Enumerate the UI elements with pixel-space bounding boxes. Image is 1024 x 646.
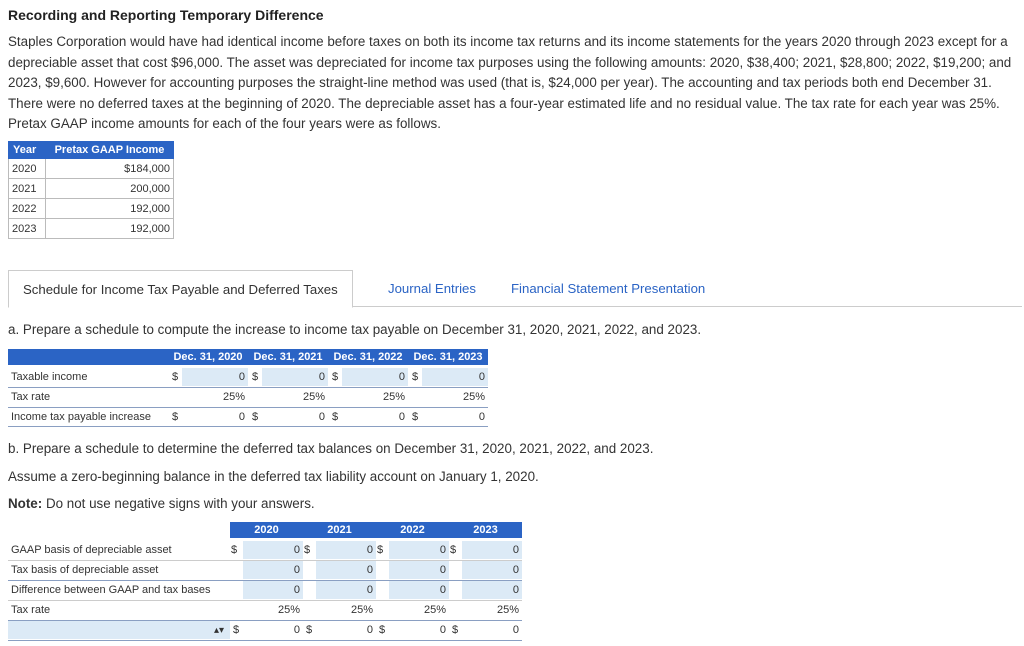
- dollar-sign: $: [172, 411, 179, 423]
- pretax-income-table: [8, 141, 174, 239]
- year-cell: 2023: [9, 219, 46, 239]
- tax-rate-2023: 25%: [462, 391, 485, 403]
- part-b-note: [8, 496, 315, 511]
- schedule-a: [8, 349, 488, 427]
- col-header: 2023: [449, 522, 522, 538]
- col-header: 2021: [303, 522, 376, 538]
- up-down-select-icon: ▴▾: [213, 625, 224, 636]
- tax-payable-increase-2020: 0: [238, 411, 245, 423]
- col-header: Dec. 31, 2023: [408, 349, 488, 365]
- tax-rate-2021: 25%: [302, 391, 325, 403]
- tax-payable-increase-2021: 0: [318, 411, 325, 423]
- income-cell: 192,000: [46, 199, 174, 219]
- income-cell: 200,000: [46, 179, 174, 199]
- page-title: Recording and Reporting Temporary Difference: [8, 7, 324, 23]
- tax-payable-increase-2023: 0: [478, 411, 485, 423]
- taxable-income-2023-input[interactable]: 0: [422, 368, 488, 386]
- difference-2020-input[interactable]: 0: [243, 581, 303, 599]
- dollar-sign: $: [377, 544, 384, 556]
- difference-2021-input[interactable]: 0: [316, 581, 376, 599]
- tax-rate-2020: 25%: [222, 391, 245, 403]
- dollar-sign: $: [379, 624, 386, 636]
- row-label: Tax rate: [11, 391, 51, 403]
- income-cell: 192,000: [46, 219, 174, 239]
- deferred-tax-2021: 0: [366, 624, 373, 636]
- deferred-tax-2023: 0: [512, 624, 519, 636]
- part-b-assumption: Assume a zero-beginning balance in the deferred tax liability account on January 1, 2020.: [8, 469, 539, 484]
- tax-rate-2020: 25%: [277, 604, 300, 616]
- tab-schedule[interactable]: Schedule for Income Tax Payable and Deferred Taxes: [8, 270, 353, 308]
- year-cell: 2021: [9, 179, 46, 199]
- col-header: Dec. 31, 2020: [168, 349, 248, 365]
- col-header: 2020: [230, 522, 303, 538]
- taxable-income-2021-input[interactable]: 0: [262, 368, 328, 386]
- taxable-income-2022-input[interactable]: 0: [342, 368, 408, 386]
- pretax-income-header: Pretax GAAP Income: [46, 142, 174, 159]
- year-cell: 2020: [9, 159, 46, 179]
- row-divider: [8, 426, 488, 427]
- taxable-income-2020-input[interactable]: 0: [182, 368, 248, 386]
- part-b-question: b. Prepare a schedule to determine the deferred tax balances on December 31, 2020, 2021, 2022, and 2023.: [8, 441, 654, 456]
- table-row: [9, 219, 174, 239]
- gaap-basis-2021-input[interactable]: 0: [316, 541, 376, 559]
- col-header: Dec. 31, 2021: [248, 349, 328, 365]
- difference-2023-input[interactable]: 0: [462, 581, 522, 599]
- tax-rate-2021: 25%: [350, 604, 373, 616]
- dollar-sign: $: [450, 544, 457, 556]
- year-header: Year: [9, 142, 46, 159]
- deferred-tax-2020: 0: [293, 624, 300, 636]
- difference-2022-input[interactable]: 0: [389, 581, 449, 599]
- dollar-sign: $: [304, 544, 311, 556]
- dollar-sign: $: [412, 371, 419, 383]
- dollar-sign: $: [306, 624, 313, 636]
- deferred-tax-label-select[interactable]: [8, 621, 230, 639]
- tab-journal-entries[interactable]: Journal Entries: [388, 281, 476, 296]
- note-label: Note:: [8, 496, 43, 511]
- row-divider: [8, 387, 488, 388]
- tab-financial-statement-presentation[interactable]: Financial Statement Presentation: [511, 281, 706, 296]
- row-label: Taxable income: [11, 371, 88, 383]
- tax-rate-2023: 25%: [496, 604, 519, 616]
- row-label: Income tax payable increase: [11, 411, 152, 423]
- note-text: Do not use negative signs with your answers.: [42, 496, 315, 511]
- tax-basis-2020-input[interactable]: 0: [243, 561, 303, 579]
- row-label: Tax rate: [11, 604, 51, 616]
- table-row: [9, 179, 174, 199]
- gaap-basis-2023-input[interactable]: 0: [462, 541, 522, 559]
- dollar-sign: $: [332, 371, 339, 383]
- schedule-b: [8, 521, 522, 641]
- dollar-sign: $: [231, 544, 238, 556]
- row-divider: [8, 640, 522, 641]
- dollar-sign: $: [252, 411, 259, 423]
- year-cell: 2022: [9, 199, 46, 219]
- col-header: 2022: [376, 522, 449, 538]
- tax-payable-increase-2022: 0: [398, 411, 405, 423]
- tax-basis-2021-input[interactable]: 0: [316, 561, 376, 579]
- dollar-sign: $: [172, 371, 179, 383]
- deferred-tax-2022: 0: [439, 624, 446, 636]
- income-cell: $184,000: [46, 159, 174, 179]
- tab-bar: [8, 270, 1022, 307]
- dollar-sign: $: [452, 624, 459, 636]
- dollar-sign: $: [412, 411, 419, 423]
- gaap-basis-2022-input[interactable]: 0: [389, 541, 449, 559]
- gaap-basis-2020-input[interactable]: 0: [243, 541, 303, 559]
- dollar-sign: $: [233, 624, 240, 636]
- table-row: [9, 159, 174, 179]
- row-label: GAAP basis of depreciable asset: [11, 544, 172, 556]
- row-label: Tax basis of depreciable asset: [11, 564, 159, 576]
- table-row: [9, 199, 174, 219]
- dollar-sign: $: [252, 371, 259, 383]
- problem-description: Staples Corporation would have had identical income before taxes on both its income tax returns and its income statements for the years 2020 through 2023 except for a depreciable asset that cost $96,000. The asset was depreciated for income tax purposes using the following amounts: 2020, $38,400; 2021, $28,800; 2022, $19,200; and 2023, $9,600. However for accounting purposes the straight-line method was used (that is, $24,000 per year). The accounting and tax periods both end December 31. There were no deferred taxes at the beginning of 2020. The depreciable asset has a four-year estimated life and no residual value. The tax rate for each year was 25%. Pretax GAAP income amounts for each of the four years were as follows.: [8, 34, 1012, 131]
- tax-rate-2022: 25%: [423, 604, 446, 616]
- tax-basis-2022-input[interactable]: 0: [389, 561, 449, 579]
- part-a-question: a. Prepare a schedule to compute the increase to income tax payable on December 31, 2020, 2021, 2022, and 2023.: [8, 322, 702, 337]
- col-header: Dec. 31, 2022: [328, 349, 408, 365]
- row-label: Difference between GAAP and tax bases: [11, 584, 211, 596]
- dollar-sign: $: [332, 411, 339, 423]
- tax-rate-2022: 25%: [382, 391, 405, 403]
- tax-basis-2023-input[interactable]: 0: [462, 561, 522, 579]
